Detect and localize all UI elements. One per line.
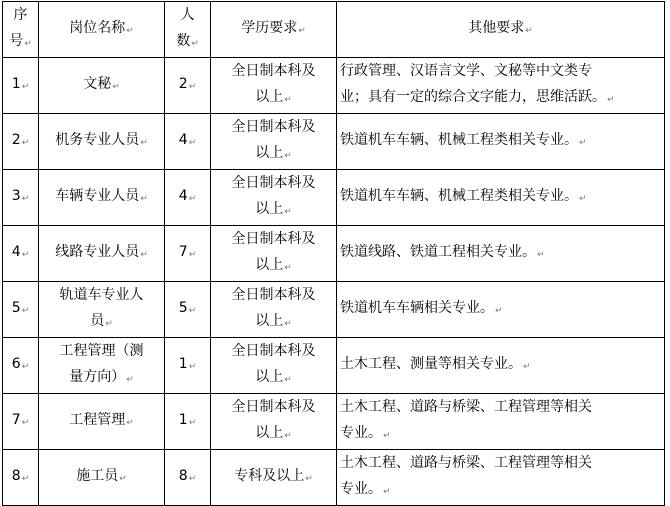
cell-seq: 8↵ xyxy=(3,450,39,506)
cell-seq: 3↵ xyxy=(3,170,39,226)
table-row xyxy=(3,170,665,226)
cell-other: 铁道机车车辆相关专业。↵ xyxy=(337,282,665,338)
cell-count: 7↵ xyxy=(165,226,211,282)
paragraph-mark: ↵ xyxy=(140,194,148,204)
paragraph-mark: ↵ xyxy=(383,487,391,497)
cell-seq: 6↵ xyxy=(3,338,39,394)
paragraph-mark: ↵ xyxy=(126,375,134,385)
paragraph-mark: ↵ xyxy=(284,319,292,329)
paragraph-mark: ↵ xyxy=(284,375,292,385)
table-row xyxy=(3,226,665,282)
cell-education: 全日制本科及 以上↵ xyxy=(211,170,337,226)
cell-count: 5↵ xyxy=(165,282,211,338)
paragraph-mark: ↵ xyxy=(188,474,197,484)
header-seq: 序 号↵ xyxy=(3,2,39,58)
cell-education: 全日制本科及 以上↵ xyxy=(211,58,337,114)
paragraph-mark: ↵ xyxy=(284,95,292,105)
cell-seq: 4↵ xyxy=(3,226,39,282)
cell-seq: 5↵ xyxy=(3,282,39,338)
paragraph-mark: ↵ xyxy=(305,474,313,484)
table-body xyxy=(3,58,665,506)
header-education: 学历要求↵ xyxy=(211,2,337,58)
header-row xyxy=(3,2,665,58)
paragraph-mark: ↵ xyxy=(383,431,391,441)
paragraph-mark: ↵ xyxy=(105,319,113,329)
paragraph-mark: ↵ xyxy=(188,82,197,92)
paragraph-mark: ↵ xyxy=(188,362,197,372)
cell-other: 铁道机车车辆、机械工程类相关专业。↵ xyxy=(337,170,665,226)
paragraph-mark: ↵ xyxy=(140,250,148,260)
table-row xyxy=(3,58,665,114)
paragraph-mark: ↵ xyxy=(607,95,615,105)
paragraph-mark: ↵ xyxy=(140,138,148,148)
paragraph-mark: ↵ xyxy=(119,474,127,484)
cell-seq: 2↵ xyxy=(3,114,39,170)
cell-position: 轨道车专业人 员↵ xyxy=(39,282,165,338)
paragraph-mark: ↵ xyxy=(21,362,30,372)
cell-count: 2↵ xyxy=(165,58,211,114)
table-row xyxy=(3,114,665,170)
paragraph-mark: ↵ xyxy=(284,263,292,273)
paragraph-mark: ↵ xyxy=(21,82,30,92)
cell-education: 全日制本科及 以上↵ xyxy=(211,338,337,394)
cell-count: 1↵ xyxy=(165,338,211,394)
paragraph-mark: ↵ xyxy=(188,418,197,428)
paragraph-mark: ↵ xyxy=(21,194,30,204)
header-position: 岗位名称↵ xyxy=(39,2,165,58)
cell-education: 全日制本科及 以上↵ xyxy=(211,282,337,338)
cell-position: 车辆专业人员↵ xyxy=(39,170,165,226)
cell-other: 土木工程、道路与桥梁、工程管理等相关 专业。↵ xyxy=(337,450,665,506)
paragraph-mark: ↵ xyxy=(495,306,503,316)
cell-seq: 1↵ xyxy=(3,58,39,114)
table-row xyxy=(3,450,665,506)
paragraph-mark: ↵ xyxy=(537,250,545,260)
cell-education: 专科及以上↵ xyxy=(211,450,337,506)
paragraph-mark: ↵ xyxy=(284,151,292,161)
cell-other: 土木工程、测量等相关专业。↵ xyxy=(337,338,665,394)
cell-position: 工程管理↵ xyxy=(39,394,165,450)
paragraph-mark: ↵ xyxy=(523,362,531,372)
paragraph-mark: ↵ xyxy=(188,250,197,260)
cell-count: 4↵ xyxy=(165,114,211,170)
cell-seq: 7↵ xyxy=(3,394,39,450)
cell-position: 机务专业人员↵ xyxy=(39,114,165,170)
paragraph-mark: ↵ xyxy=(21,306,30,316)
paragraph-mark: ↵ xyxy=(21,474,30,484)
cell-position: 线路专业人员↵ xyxy=(39,226,165,282)
paragraph-mark: ↵ xyxy=(188,306,197,316)
cell-other: 行政管理、汉语言文学、文秘等中文类专 业；具有一定的综合文字能力，思维活跃。↵ xyxy=(337,58,665,114)
cell-count: 4↵ xyxy=(165,170,211,226)
paragraph-mark: ↵ xyxy=(188,194,197,204)
paragraph-mark: ↵ xyxy=(188,138,197,148)
cell-count: 1↵ xyxy=(165,394,211,450)
cell-other: 土木工程、道路与桥梁、工程管理等相关 专业。↵ xyxy=(337,394,665,450)
paragraph-mark: ↵ xyxy=(21,250,30,260)
cell-education: 全日制本科及 以上↵ xyxy=(211,394,337,450)
cell-other: 铁道机车车辆、机械工程类相关专业。↵ xyxy=(337,114,665,170)
paragraph-mark: ↵ xyxy=(284,207,292,217)
cell-count: 8↵ xyxy=(165,450,211,506)
cell-position: 工程管理（测 量方向）↵ xyxy=(39,338,165,394)
cell-position: 文秘↵ xyxy=(39,58,165,114)
paragraph-mark: ↵ xyxy=(126,418,134,428)
table-row xyxy=(3,394,665,450)
header-other: 其他要求↵ xyxy=(337,2,665,58)
paragraph-mark: ↵ xyxy=(579,138,587,148)
cell-other: 铁道线路、铁道工程相关专业。↵ xyxy=(337,226,665,282)
paragraph-mark: ↵ xyxy=(112,82,120,92)
cell-education: 全日制本科及 以上↵ xyxy=(211,226,337,282)
table-row xyxy=(3,282,665,338)
cell-education: 全日制本科及 以上↵ xyxy=(211,114,337,170)
paragraph-mark: ↵ xyxy=(284,431,292,441)
paragraph-mark: ↵ xyxy=(21,418,30,428)
recruitment-table xyxy=(2,1,665,506)
paragraph-mark: ↵ xyxy=(579,194,587,204)
header-count: 人 数↵ xyxy=(165,2,211,58)
table-row xyxy=(3,338,665,394)
paragraph-mark: ↵ xyxy=(21,138,30,148)
cell-position: 施工员↵ xyxy=(39,450,165,506)
